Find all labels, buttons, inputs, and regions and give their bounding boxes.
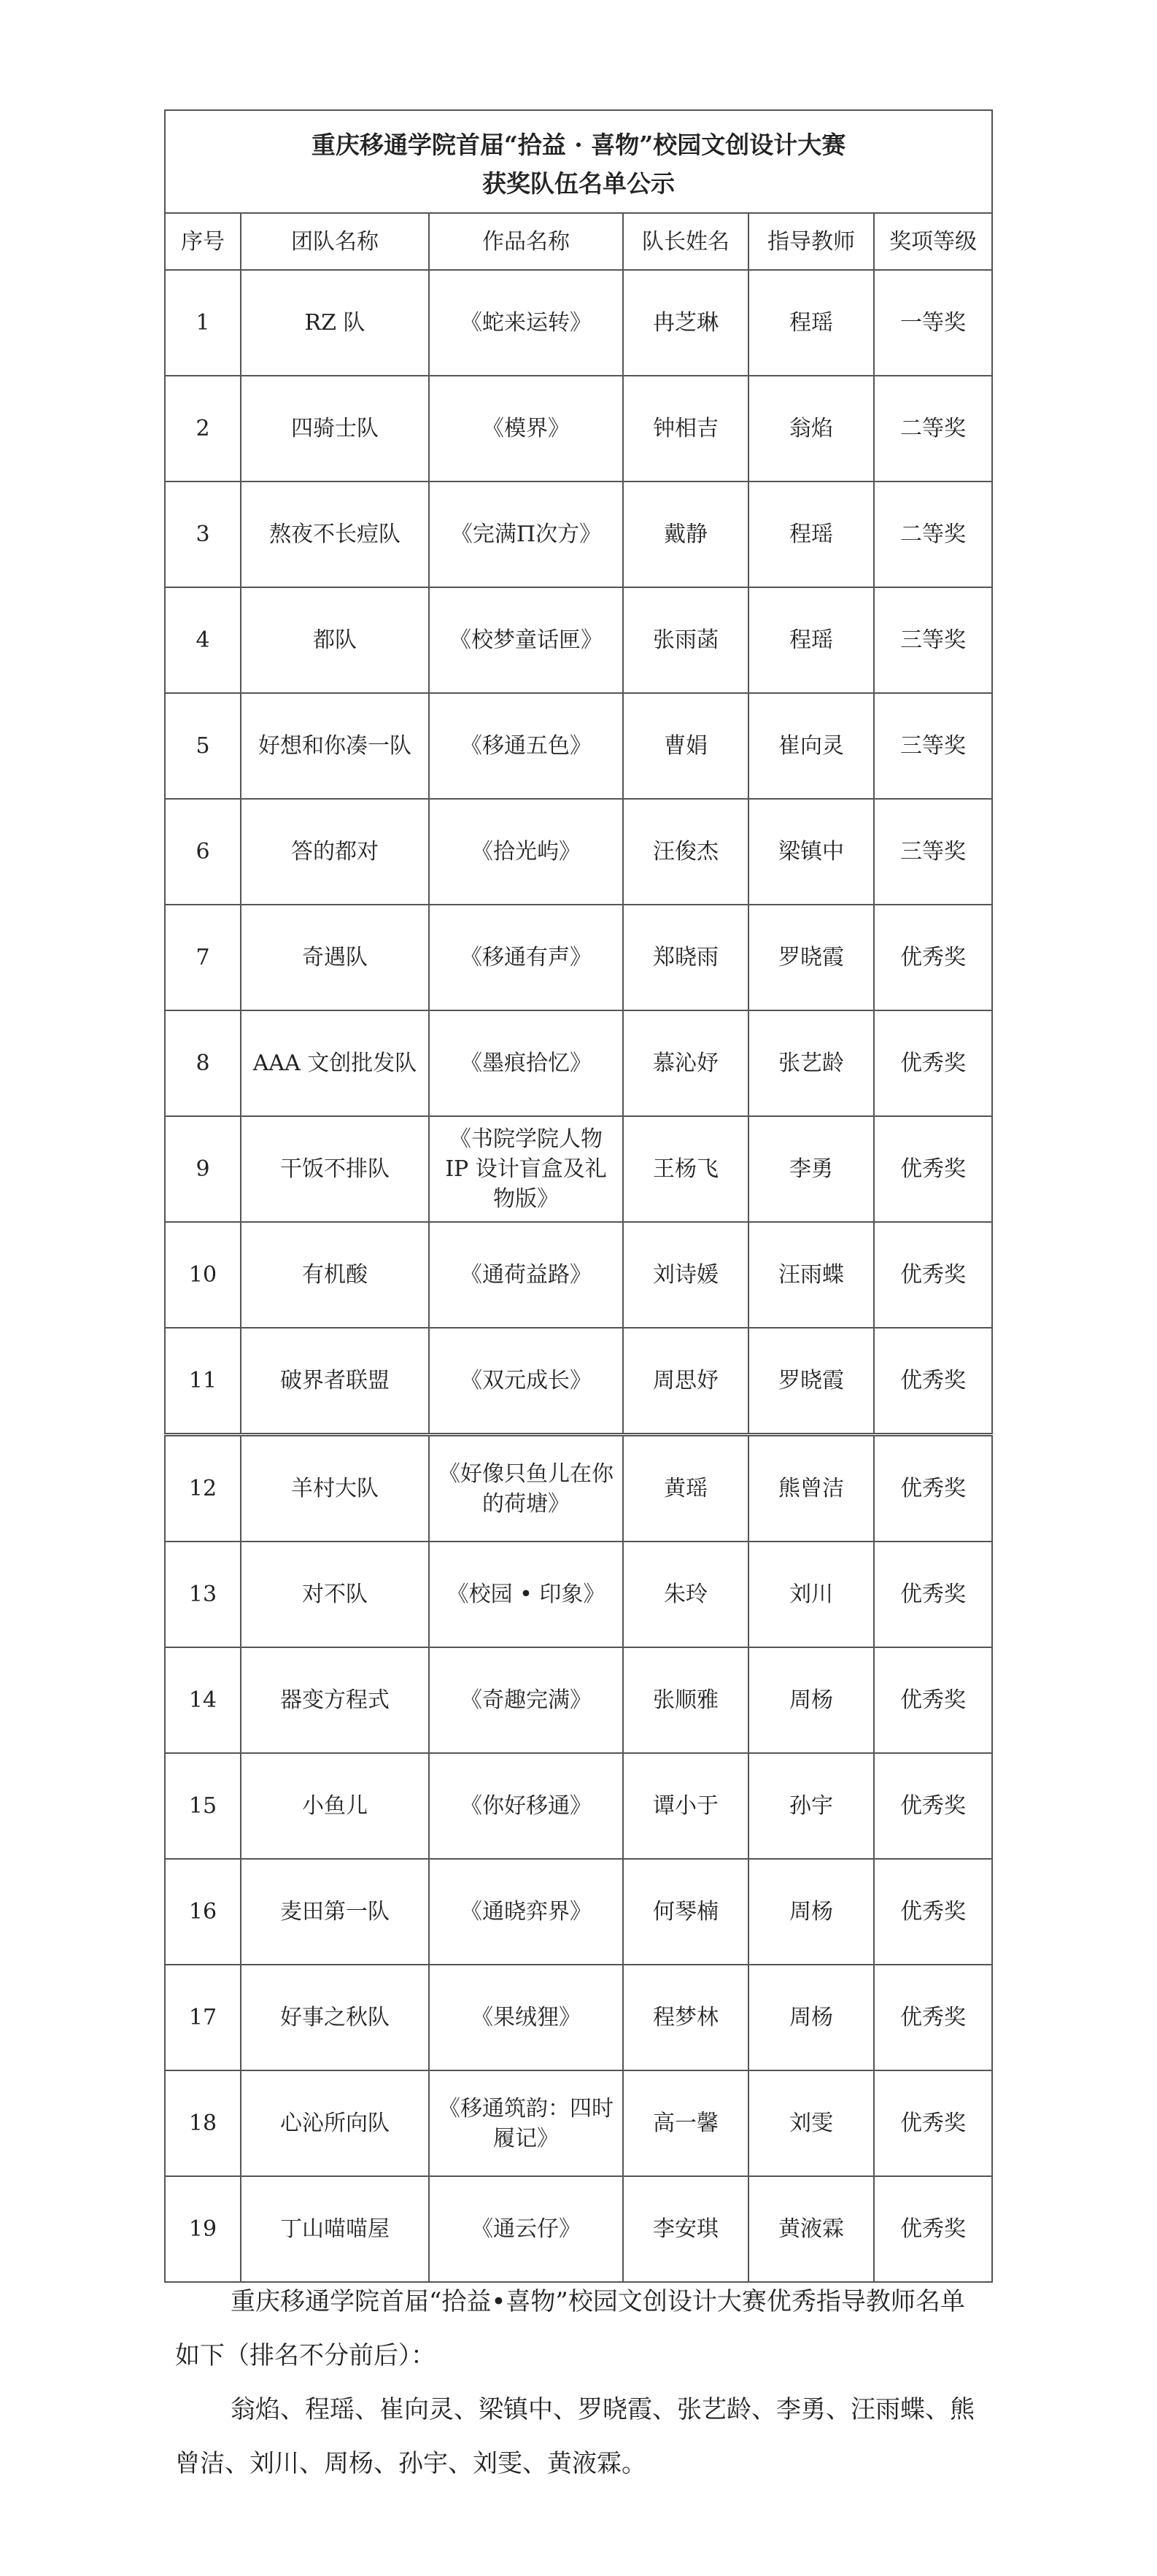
cell-award: 优秀奖	[874, 1436, 992, 1542]
header-captain: 队长姓名	[623, 213, 748, 270]
cell-advisor: 刘雯	[748, 2070, 874, 2176]
table-row	[165, 1647, 992, 1753]
cell-captain: 李安琪	[623, 2176, 748, 2282]
cell-work: 《移通筑韵：四时履记》	[429, 2070, 623, 2176]
cell-captain: 刘诗媛	[623, 1222, 748, 1328]
cell-index: 15	[165, 1753, 241, 1859]
cell-index: 6	[165, 799, 241, 905]
cell-index: 14	[165, 1647, 241, 1753]
cell-index: 7	[165, 905, 241, 1010]
cell-captain: 黄瑶	[623, 1436, 748, 1542]
cell-work: 《完满Π次方》	[429, 481, 623, 587]
table-row	[165, 587, 992, 693]
cell-advisor: 罗晓霞	[748, 905, 874, 1010]
header-advisor: 指导教师	[748, 213, 874, 270]
cell-work: 《书院学院人物 IP 设计盲盒及礼物版》	[429, 1116, 623, 1222]
cell-captain: 王杨飞	[623, 1116, 748, 1222]
cell-captain: 钟相吉	[623, 376, 748, 481]
cell-award: 优秀奖	[874, 1965, 992, 2070]
cell-captain: 冉芝琳	[623, 270, 748, 376]
cell-index: 12	[165, 1436, 241, 1542]
cell-advisor: 翁焰	[748, 376, 874, 481]
cell-captain: 慕沁妤	[623, 1010, 748, 1116]
cell-index: 18	[165, 2070, 241, 2176]
cell-index: 8	[165, 1010, 241, 1116]
cell-captain: 郑晓雨	[623, 905, 748, 1010]
cell-work: 《通晓弈界》	[429, 1859, 623, 1965]
cell-index: 4	[165, 587, 241, 693]
cell-advisor: 周杨	[748, 1859, 874, 1965]
table-row	[165, 376, 992, 481]
cell-index: 1	[165, 270, 241, 376]
cell-work: 《蛇来运转》	[429, 270, 623, 376]
cell-team: 奇遇队	[241, 905, 429, 1010]
cell-advisor: 张艺龄	[748, 1010, 874, 1116]
cell-team: 羊村大队	[241, 1436, 429, 1542]
cell-advisor: 周杨	[748, 1965, 874, 2070]
cell-work: 《校梦童话匣》	[429, 587, 623, 693]
cell-advisor: 梁镇中	[748, 799, 874, 905]
award-table-part2	[164, 1435, 991, 2283]
cell-advisor: 周杨	[748, 1647, 874, 1753]
cell-award: 优秀奖	[874, 1647, 992, 1753]
cell-advisor: 程瑶	[748, 481, 874, 587]
table-row	[165, 905, 992, 1010]
cell-team: 破界者联盟	[241, 1328, 429, 1434]
cell-team: 麦田第一队	[241, 1859, 429, 1965]
cell-team: 心沁所向队	[241, 2070, 429, 2176]
cell-team: 熬夜不长痘队	[241, 481, 429, 587]
cell-work: 《奇趣完满》	[429, 1647, 623, 1753]
cell-team: 有机酸	[241, 1222, 429, 1328]
cell-award: 二等奖	[874, 376, 992, 481]
cell-award: 三等奖	[874, 587, 992, 693]
cell-work: 《果绒狸》	[429, 1965, 623, 2070]
cell-captain: 谭小于	[623, 1753, 748, 1859]
title-line2: 获奖队伍名单公示	[482, 169, 676, 198]
table-row	[165, 1965, 992, 2070]
cell-team: 都队	[241, 587, 429, 693]
table-row	[165, 1222, 992, 1328]
table-row	[165, 1328, 992, 1434]
cell-award: 优秀奖	[874, 1328, 992, 1434]
cell-advisor: 孙宇	[748, 1753, 874, 1859]
cell-captain: 张顺雅	[623, 1647, 748, 1753]
cell-award: 优秀奖	[874, 1753, 992, 1859]
title-line1: 重庆移通学院首届“拾益 · 喜物”校园文创设计大赛	[311, 130, 846, 159]
cell-award: 优秀奖	[874, 905, 992, 1010]
header-index: 序号	[165, 213, 241, 270]
table-header-row	[165, 213, 992, 270]
cell-advisor: 罗晓霞	[748, 1328, 874, 1434]
table-row	[165, 1542, 992, 1647]
cell-team: 干饭不排队	[241, 1116, 429, 1222]
cell-captain: 张雨菡	[623, 587, 748, 693]
cell-index: 19	[165, 2176, 241, 2282]
cell-team: AAA 文创批发队	[241, 1010, 429, 1116]
cell-index: 17	[165, 1965, 241, 2070]
cell-work: 《通荷益路》	[429, 1222, 623, 1328]
cell-award: 优秀奖	[874, 2070, 992, 2176]
cell-award: 优秀奖	[874, 1222, 992, 1328]
cell-advisor: 程瑶	[748, 270, 874, 376]
cell-captain: 曹娟	[623, 693, 748, 799]
cell-work: 《好像只鱼儿在你的荷塘》	[429, 1436, 623, 1542]
table-row	[165, 1859, 992, 1965]
cell-captain: 周思妤	[623, 1328, 748, 1434]
cell-award: 优秀奖	[874, 2176, 992, 2282]
cell-team: 器变方程式	[241, 1647, 429, 1753]
cell-award: 优秀奖	[874, 1116, 992, 1222]
cell-advisor: 崔向灵	[748, 693, 874, 799]
cell-index: 9	[165, 1116, 241, 1222]
cell-award: 三等奖	[874, 799, 992, 905]
header-team: 团队名称	[241, 213, 429, 270]
cell-index: 5	[165, 693, 241, 799]
cell-award: 一等奖	[874, 270, 992, 376]
cell-work: 《移通有声》	[429, 905, 623, 1010]
award-table-part1	[164, 109, 991, 1434]
cell-work: 《模界》	[429, 376, 623, 481]
cell-captain: 程梦林	[623, 1965, 748, 2070]
cell-captain: 汪俊杰	[623, 799, 748, 905]
cell-award: 优秀奖	[874, 1010, 992, 1116]
cell-award: 三等奖	[874, 693, 992, 799]
cell-team: 答的都对	[241, 799, 429, 905]
cell-team: 好想和你凑一队	[241, 693, 429, 799]
cell-work: 《双元成长》	[429, 1328, 623, 1434]
cell-advisor: 汪雨蝶	[748, 1222, 874, 1328]
table-row	[165, 1753, 992, 1859]
cell-index: 11	[165, 1328, 241, 1434]
cell-work: 《墨痕拾忆》	[429, 1010, 623, 1116]
cell-team: RZ 队	[241, 270, 429, 376]
cell-award: 二等奖	[874, 481, 992, 587]
cell-captain: 高一馨	[623, 2070, 748, 2176]
cell-team: 丁山喵喵屋	[241, 2176, 429, 2282]
table-row	[165, 2176, 992, 2282]
table-row	[165, 481, 992, 587]
table-row	[165, 1116, 992, 1222]
cell-index: 3	[165, 481, 241, 587]
cell-advisor: 黄液霖	[748, 2176, 874, 2282]
advisor-intro-paragraph: 重庆移通学院首届“拾益•喜物”校园文创设计大赛优秀指导教师名单如下（排名不分前后）：	[175, 2287, 965, 2370]
cell-advisor: 熊曾洁	[748, 1436, 874, 1542]
cell-captain: 何琴楠	[623, 1859, 748, 1965]
table-row	[165, 799, 992, 905]
cell-captain: 朱玲	[623, 1542, 748, 1647]
cell-index: 10	[165, 1222, 241, 1328]
table-row	[165, 693, 992, 799]
cell-award: 优秀奖	[874, 1859, 992, 1965]
cell-work: 《通云仔》	[429, 2176, 623, 2282]
cell-work: 《移通五色》	[429, 693, 623, 799]
cell-team: 好事之秋队	[241, 1965, 429, 2070]
header-work: 作品名称	[429, 213, 623, 270]
advisor-list-paragraph: 翁焰、程瑶、崔向灵、梁镇中、罗晓霞、张艺龄、李勇、汪雨蝶、熊曾洁、刘川、周杨、孙宇、刘雯、黄液霖。	[175, 2395, 975, 2478]
cell-index: 16	[165, 1859, 241, 1965]
cell-advisor: 程瑶	[748, 587, 874, 693]
cell-team: 对不队	[241, 1542, 429, 1647]
cell-award: 优秀奖	[874, 1542, 992, 1647]
cell-work: 《拾光屿》	[429, 799, 623, 905]
cell-index: 2	[165, 376, 241, 481]
header-award: 奖项等级	[874, 213, 992, 270]
cell-captain: 戴静	[623, 481, 748, 587]
table-row	[165, 270, 992, 376]
cell-team: 四骑士队	[241, 376, 429, 481]
table-row	[165, 2070, 992, 2176]
table-title	[165, 110, 992, 213]
cell-index: 13	[165, 1542, 241, 1647]
cell-work: 《校园 • 印象》	[429, 1542, 623, 1647]
cell-work: 《你好移通》	[429, 1753, 623, 1859]
table-row	[165, 1010, 992, 1116]
cell-team: 小鱼儿	[241, 1753, 429, 1859]
cell-advisor: 李勇	[748, 1116, 874, 1222]
table-row	[165, 1436, 992, 1542]
cell-advisor: 刘川	[748, 1542, 874, 1647]
